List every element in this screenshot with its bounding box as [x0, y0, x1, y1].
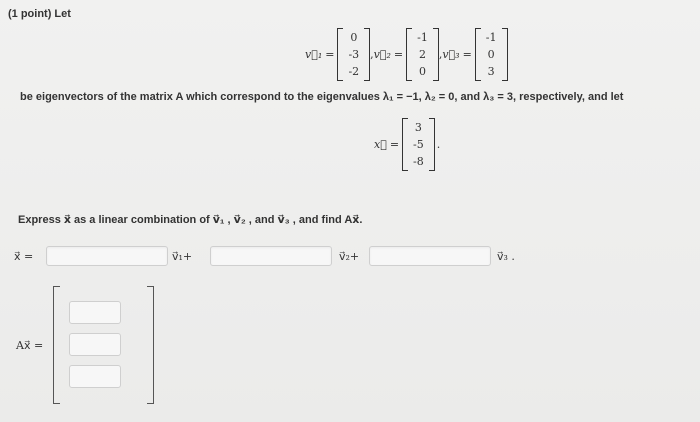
- equals-sign: =: [389, 138, 400, 151]
- ax-label: Ax⃗ =: [16, 339, 44, 352]
- vector-v2-entry: 2: [418, 48, 426, 61]
- coefficient-1-input[interactable]: [46, 246, 168, 266]
- vector-v2-matrix: [406, 28, 439, 81]
- vector-v1-matrix: [337, 28, 370, 81]
- vector-v3-entry: 0: [487, 48, 495, 61]
- x-vector-entry: 3: [414, 121, 422, 134]
- x-equals-label: x⃗ =: [14, 250, 34, 263]
- x-vector-entry: -8: [413, 155, 424, 168]
- vector-v2-name: v⃗₂: [373, 48, 391, 61]
- x-vector-matrix: [402, 118, 435, 171]
- vector-v1: [305, 28, 370, 81]
- eigenvector-definitions: [305, 27, 508, 82]
- vector-v3-name: v⃗₃: [442, 48, 460, 61]
- x-vector-entry: -5: [413, 138, 424, 151]
- vector-v3-entry: -1: [485, 31, 497, 44]
- linear-combination-row: [14, 246, 700, 270]
- v1-plus-label: v⃗₁+: [172, 250, 193, 263]
- ax-entry-1-input[interactable]: [69, 301, 121, 324]
- period: .: [436, 138, 441, 151]
- vector-v3-entry: 3: [487, 65, 495, 78]
- v3-label: v⃗₃ .: [497, 250, 515, 263]
- vector-v1-entry: -2: [348, 65, 360, 78]
- ax-entry-3-input[interactable]: [69, 365, 121, 388]
- equals-sign: =: [462, 48, 472, 61]
- express-instruction: Express x⃗ as a linear combination of v⃗₁ , v⃗₂ , and v⃗₃ , and find Ax⃗.: [18, 214, 363, 226]
- coefficient-2-input[interactable]: [210, 246, 332, 266]
- vector-v1-entry: -3: [348, 48, 360, 61]
- vector-v1-entry: 0: [350, 31, 358, 44]
- comma: ,: [370, 48, 374, 61]
- comma: ,: [438, 48, 443, 61]
- x-vector-name: x⃗: [374, 138, 387, 151]
- eigenvalue-description: be eigenvectors of the matrix A which correspond to the eigenvalues λ₁ = −1, λ₂ = 0, and λ₃ = 3, respectively, and let: [20, 91, 624, 103]
- vector-v2: [374, 28, 439, 81]
- v2-plus-label: v⃗₂+: [339, 250, 360, 263]
- vector-v3-matrix: [475, 28, 508, 81]
- coefficient-3-input[interactable]: [369, 246, 491, 266]
- vector-v1-name: v⃗₁: [305, 48, 323, 61]
- equals-sign: =: [325, 48, 335, 61]
- equals-sign: =: [393, 48, 404, 61]
- x-vector-definition: [374, 118, 440, 171]
- vector-v3: [442, 28, 507, 81]
- vector-v2-entry: -1: [417, 31, 428, 44]
- vector-v2-entry: 0: [418, 65, 426, 78]
- ax-entry-2-input[interactable]: [69, 333, 121, 356]
- problem-header: (1 point) Let: [8, 8, 71, 20]
- ax-result-matrix: [53, 286, 154, 404]
